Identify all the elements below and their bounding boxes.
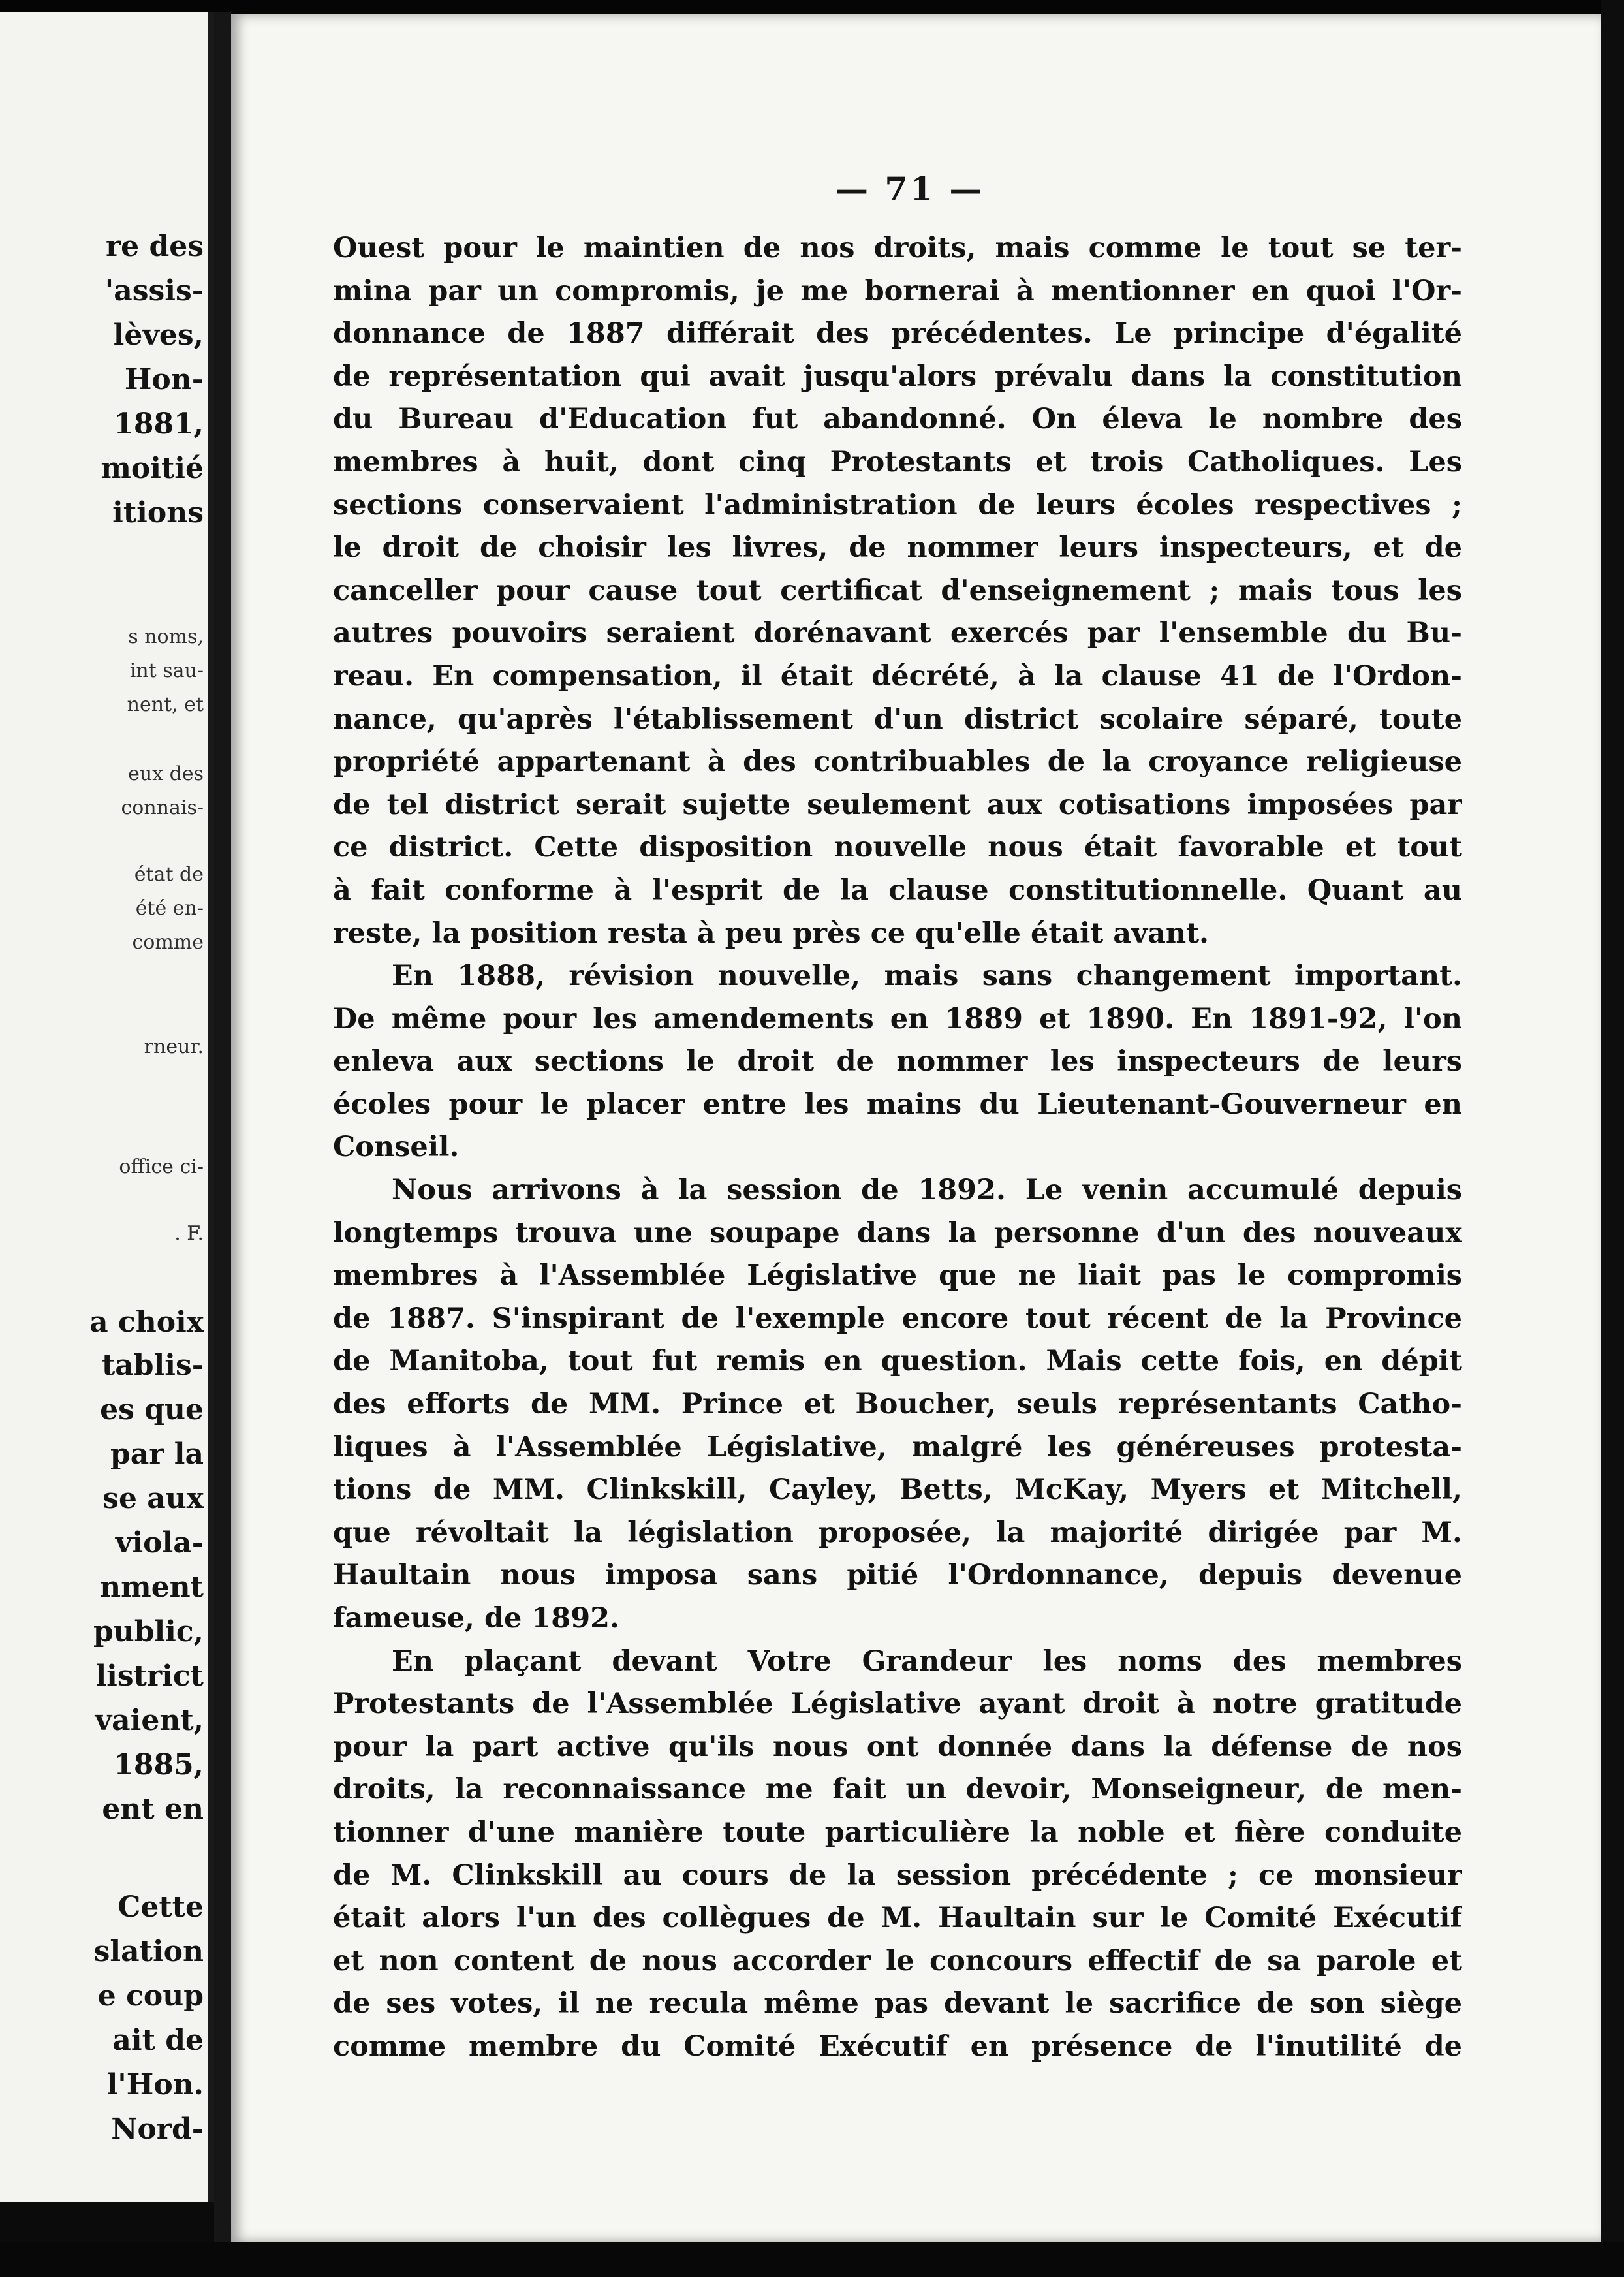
text-line: droits, la reconnaissance me fait un devoir, Monseigneur, de men- xyxy=(333,1773,1462,1806)
scan-top-border xyxy=(0,0,1624,16)
text-line: fameuse, de 1892. xyxy=(333,1602,620,1635)
facing-page-text-fragment: a choix xyxy=(89,1306,204,1339)
text-line: ce district. Cette disposition nouvelle nous était favorable et tout xyxy=(333,831,1462,864)
facing-page-text-fragment: office ci- xyxy=(119,1155,204,1178)
text-line: de ses votes, il ne recula même pas devant le sacrifice de son siège xyxy=(333,1987,1462,2020)
text-line: membres à huit, dont cinq Protestants et trois Catholiques. Les xyxy=(333,445,1462,479)
text-line: canceller pour cause tout certificat d'enseignement ; mais tous les xyxy=(333,574,1462,607)
facing-page-text-fragment: moitié xyxy=(101,452,204,485)
facing-page-text-fragment: Hon- xyxy=(124,363,204,396)
page-number: — 71 — xyxy=(835,170,985,208)
facing-page-text-fragment: l'Hon. xyxy=(106,2068,204,2101)
text-line: tions de MM. Clinkskill, Cayley, Betts, McKay, Myers et Mitchell, xyxy=(333,1473,1462,1507)
text-line: des efforts de MM. Prince et Boucher, seuls représentants Catho- xyxy=(333,1388,1462,1421)
text-line: Conseil. xyxy=(333,1131,460,1164)
facing-page-text-fragment: tablis- xyxy=(101,1349,204,1382)
text-line: membres à l'Assemblée Législative que ne liait pas le compromis xyxy=(333,1259,1462,1293)
text-line: pour la part active qu'ils nous ont donnée dans la défense de nos xyxy=(333,1730,1462,1763)
facing-page-text-fragment: itions xyxy=(112,496,204,529)
facing-page-text-fragment: comme xyxy=(132,931,204,954)
text-line: comme membre du Comité Exécutif en présence de l'inutilité de xyxy=(333,2030,1462,2063)
text-line: de 1887. S'inspirant de l'exemple encore tout récent de la Province xyxy=(333,1302,1462,1335)
text-line: reau. En compensation, il était décrété, à la clause 41 de l'Ordon- xyxy=(333,659,1462,693)
text-line: autres pouvoirs seraient dorénavant exercés par l'ensemble du Bu- xyxy=(333,617,1462,650)
facing-page-text-fragment: es que xyxy=(100,1393,204,1426)
text-line: tionner d'une manière toute particulière la noble et fière conduite xyxy=(333,1815,1462,1849)
text-line: de tel district serait sujette seulement aux cotisations imposées par xyxy=(333,788,1462,821)
text-line: Haultain nous imposa sans pitié l'Ordonnance, depuis devenue xyxy=(333,1559,1462,1592)
text-line: reste, la position resta à peu près ce qu'elle était avant. xyxy=(333,917,1210,950)
text-line: le droit de choisir les livres, de nommer leurs inspecteurs, et de xyxy=(333,531,1462,565)
book-gutter xyxy=(214,12,231,2264)
text-line: de Manitoba, tout fut remis en question. Mais cette fois, en dépit xyxy=(333,1345,1462,1378)
facing-page-text-fragment: Cette xyxy=(117,1891,204,1924)
text-line: Ouest pour le maintien de nos droits, mais comme le tout se ter- xyxy=(333,232,1462,264)
text-line: De même pour les amendements en 1889 et 1890. En 1891-92, l'on xyxy=(333,1002,1462,1035)
facing-page-text-fragment: s noms, xyxy=(128,625,204,648)
text-line: Nous arrivons à la session de 1892. Le venin accumulé depuis xyxy=(392,1174,1462,1207)
facing-page-text-fragment: lèves, xyxy=(113,319,204,352)
text-line: à fait conforme à l'esprit de la clause constitutionnelle. Quant au xyxy=(333,873,1462,907)
facing-page-text-fragment: slation xyxy=(93,1935,204,1968)
text-line: mina par un compromis, je me bornerai à mentionner en quoi l'Or- xyxy=(333,274,1462,307)
facing-page-text-fragment: Nord- xyxy=(111,2112,204,2146)
facing-page-text-fragment: nent, et xyxy=(127,693,204,716)
facing-page-text-fragment: . F. xyxy=(174,1222,204,1245)
facing-page-text-fragment: e coup xyxy=(97,1979,204,2013)
facing-page-text-fragment: état de xyxy=(134,863,204,886)
text-line: donnance de 1887 différait des précédentes. Le principe d'égalité xyxy=(333,317,1462,351)
facing-page-text-fragment: re des xyxy=(105,230,204,263)
facing-page-text-fragment: nment xyxy=(100,1571,204,1604)
facing-page-text-fragment: listrict xyxy=(95,1659,204,1693)
body-text xyxy=(333,227,1462,2069)
facing-page-text-fragment: public, xyxy=(93,1615,204,1648)
facing-page-text-fragment: vaient, xyxy=(95,1704,204,1737)
facing-page-text-fragment: ait de xyxy=(112,2024,204,2057)
text-line: liques à l'Assemblée Législative, malgré les généreuses protesta- xyxy=(333,1430,1462,1464)
facing-page-text-fragment: rneur. xyxy=(144,1035,204,1058)
text-line: était alors l'un des collègues de M. Haultain sur le Comité Exécutif xyxy=(333,1902,1462,1935)
text-line: En 1888, révision nouvelle, mais sans changement important. xyxy=(392,960,1462,993)
text-line: écoles pour le placer entre les mains du Lieutenant-Gouverneur en xyxy=(333,1088,1462,1121)
facing-page-fragment xyxy=(0,12,214,2202)
facing-page-text-fragment: été en- xyxy=(135,897,204,920)
facing-page-text-fragment: 1885, xyxy=(114,1748,204,1782)
facing-page-text-fragment: eux des xyxy=(128,762,204,785)
text-line: longtemps trouva une soupape dans la personne d'un des nouveaux xyxy=(333,1216,1462,1249)
facing-page-text-fragment: 'assis- xyxy=(104,274,204,307)
facing-page-text-fragment: viola- xyxy=(115,1526,204,1560)
scan-right-border xyxy=(1601,0,1624,2277)
facing-page-text-fragment: connais- xyxy=(121,796,204,819)
text-line: Protestants de l'Assemblée Législative ayant droit à notre gratitude xyxy=(333,1688,1462,1721)
text-line: et non content de nous accorder le concours effectif de sa parole et xyxy=(333,1944,1462,1977)
facing-page-text-fragment: par la xyxy=(110,1437,204,1471)
text-line: enleva aux sections le droit de nommer les inspecteurs de leurs xyxy=(333,1045,1462,1078)
text-line: de représentation qui avait jusqu'alors prévalu dans la constitution xyxy=(333,360,1462,393)
scan-bottom-border xyxy=(0,2242,1624,2277)
text-line: du Bureau d'Education fut abandonné. On éleva le nombre des xyxy=(333,403,1462,436)
text-line: En plaçant devant Votre Grandeur les noms des membres xyxy=(392,1644,1462,1678)
text-line: de M. Clinkskill au cours de la session précédente ; ce monsieur xyxy=(333,1859,1462,1892)
text-line: propriété appartenant à des contribuables de la croyance religieuse xyxy=(333,746,1462,779)
facing-page-text-fragment: se aux xyxy=(102,1482,204,1515)
facing-page-text-fragment: ent en xyxy=(102,1793,204,1826)
text-line: sections conservaient l'administration de leurs écoles respectives ; xyxy=(333,488,1462,522)
text-line: nance, qu'après l'établissement d'un district scolaire séparé, toute xyxy=(333,702,1462,736)
facing-page-text-fragment: int sau- xyxy=(129,659,204,682)
text-line: que révoltait la législation proposée, la majorité dirigée par M. xyxy=(333,1516,1462,1549)
facing-page-text-fragment: 1881, xyxy=(114,407,204,441)
